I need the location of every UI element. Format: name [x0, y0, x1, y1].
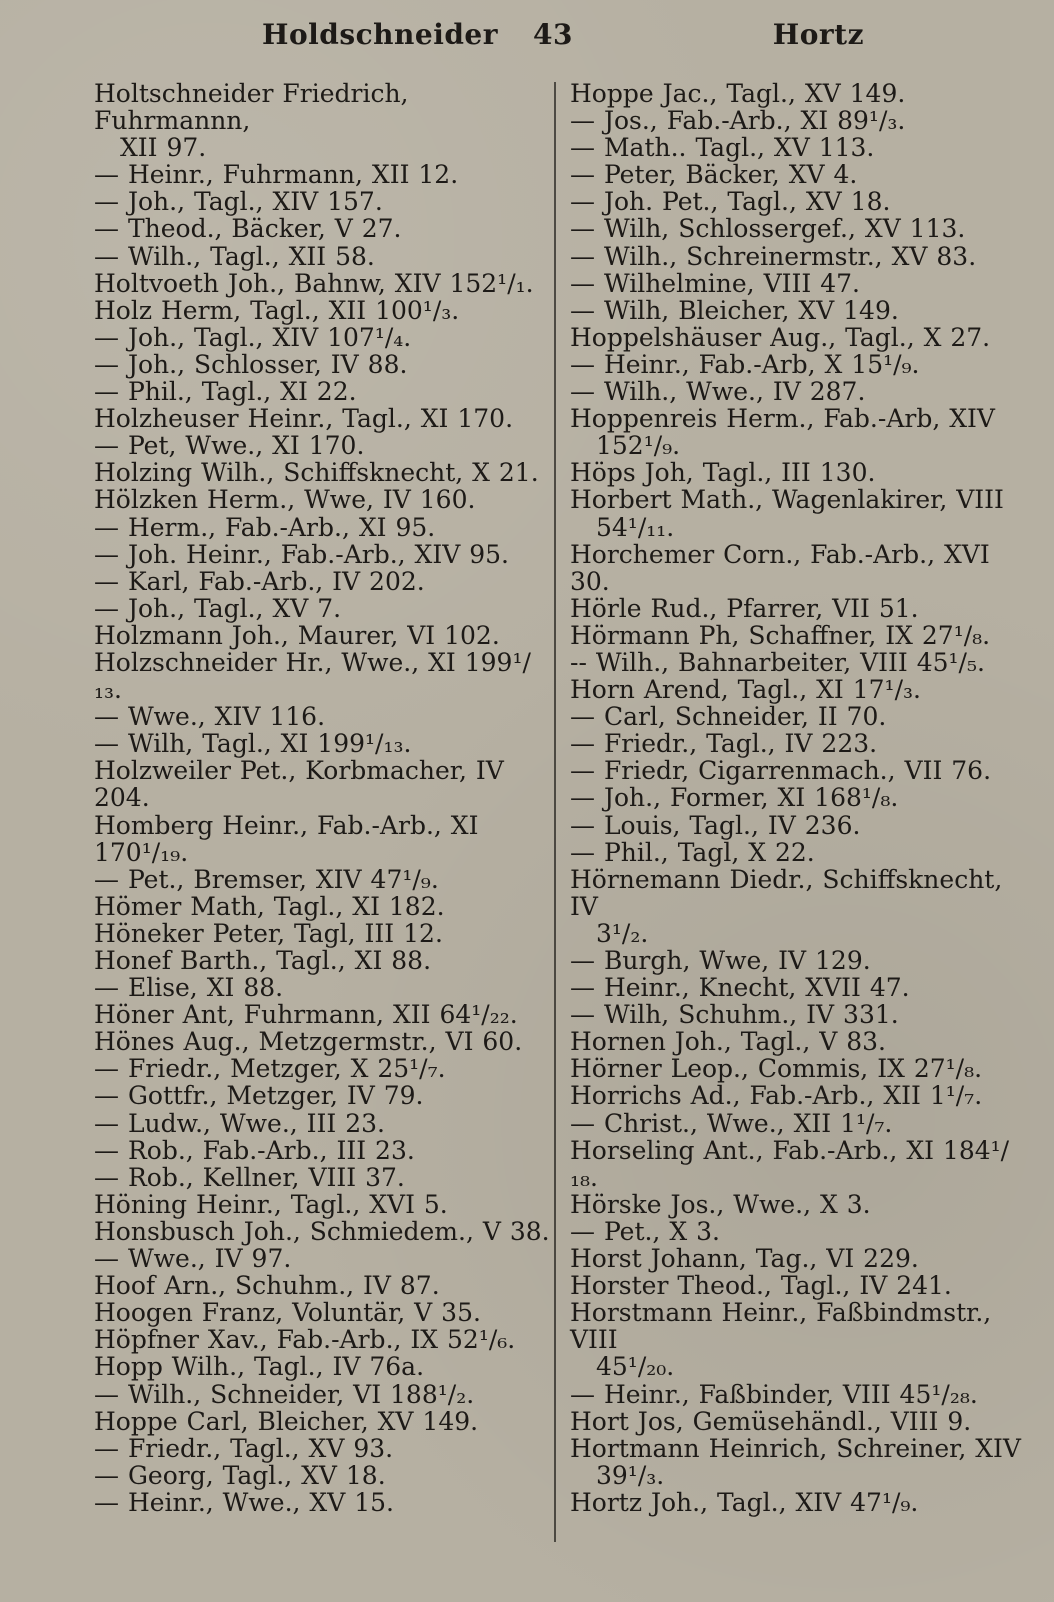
- right-line-39: Hörske Jos., Wwe., X 3.: [570, 1189, 871, 1219]
- right-line-42: Horster Theod., Tagl., IV 241.: [570, 1271, 952, 1301]
- left-line-31: Höner Ant, Fuhrmann, XII 64¹/₂₂.: [94, 1000, 518, 1030]
- right-line-3: — Math.. Tagl., XV 113.: [570, 133, 875, 163]
- left-line-38: Höning Heinr., Tagl., XVI 5.: [94, 1189, 448, 1219]
- left-line-7: Holtvoeth Joh., Bahnw, XIV 152¹/₁.: [94, 268, 534, 298]
- left-line-34: — Gottfr., Metzger, IV 79.: [94, 1081, 424, 1111]
- header-left-running-title: Holdschneider: [262, 18, 498, 51]
- right-line-35: Hörner Leop., Commis, IX 27¹/₈.: [570, 1054, 983, 1084]
- right-line-10: Hoppelshäuser Aug., Tagl., X 27.: [570, 322, 991, 352]
- right-column: [570, 80, 1026, 1516]
- left-line-33: — Friedr., Metzger, X 25¹/₇.: [94, 1054, 446, 1084]
- left-line-42: Hoogen Franz, Voluntär, V 35.: [94, 1298, 481, 1328]
- right-line-16: Horbert Math., Wagenlakirer, VIII: [570, 485, 1004, 515]
- right-line-21: -- Wilh., Bahnarbeiter, VIII 45¹/₅.: [570, 647, 985, 677]
- left-line-36: — Rob., Fab.-Arb., III 23.: [94, 1135, 415, 1165]
- right-line-6: — Wilh, Schlossergef., XV 113.: [570, 214, 966, 244]
- right-line-25: — Friedr, Cigarrenmach., VII 76.: [570, 756, 992, 786]
- right-line-27: — Louis, Tagl., IV 236.: [570, 810, 861, 840]
- right-line-8: — Wilhelmine, VIII 47.: [570, 268, 860, 298]
- left-line-24: Holzweiler Pet., Korbmacher, IV 204.: [94, 756, 504, 813]
- right-line-38: Horseling Ant., Fab.-Arb., XI 184¹/₁₈.: [570, 1135, 1010, 1192]
- left-line-8: Holz Herm, Tagl., XII 100¹/₃.: [94, 295, 460, 325]
- right-line-40: — Pet., X 3.: [570, 1216, 720, 1246]
- left-line-32: Hönes Aug., Metzgermstr., VI 60.: [94, 1027, 523, 1057]
- right-line-13: Hoppenreis Herm., Fab.-Arb, XIV: [570, 404, 995, 434]
- right-line-5: — Joh. Pet., Tagl., XV 18.: [570, 187, 891, 217]
- directory-columns: [94, 79, 1021, 1568]
- right-line-14: 152¹/₉.: [596, 431, 681, 461]
- left-line-19: — Joh., Tagl., XV 7.: [94, 593, 342, 623]
- left-line-30: — Elise, XI 88.: [94, 973, 284, 1003]
- right-line-49: Hortz Joh., Tagl., XIV 47¹/₉.: [570, 1487, 919, 1517]
- column-divider: [554, 82, 556, 1542]
- left-line-44: Hopp Wilh., Tagl., IV 76a.: [94, 1352, 425, 1382]
- header-right-running-title: Hortz: [772, 18, 864, 51]
- page-number: 43: [533, 18, 573, 51]
- right-line-45: — Heinr., Faßbinder, VIII 45¹/₂₈.: [570, 1379, 978, 1409]
- left-line-21: Holzschneider Hr., Wwe., XI 199¹/₁₃.: [94, 647, 531, 705]
- left-line-2: XII 97.: [120, 133, 207, 163]
- left-line-25: Homberg Heinr., Fab.-Arb., XI 170¹/₁₉.: [94, 810, 479, 867]
- right-line-26: — Joh., Former, XI 168¹/₈.: [570, 783, 899, 813]
- right-line-32: — Heinr., Knecht, XVII 47.: [570, 973, 910, 1003]
- right-line-2: — Jos., Fab.-Arb., XI 89¹/₃.: [570, 106, 906, 136]
- left-column: [94, 80, 550, 1516]
- left-line-18: — Karl, Fab.-Arb., IV 202.: [94, 566, 425, 596]
- right-line-7: — Wilh., Schreinermstr., XV 83.: [570, 241, 977, 271]
- left-line-49: — Heinr., Wwe., XV 15.: [94, 1487, 394, 1517]
- right-line-29: Hörnemann Diedr., Schiffsknecht, IV: [570, 864, 1003, 921]
- left-line-5: — Theod., Bäcker, V 27.: [94, 214, 402, 244]
- left-line-46: Hoppe Carl, Bleicher, XV 149.: [94, 1406, 479, 1436]
- left-line-3: — Heinr., Fuhrmann, XII 12.: [94, 160, 459, 190]
- page-header: [0, 14, 1054, 62]
- right-line-9: — Wilh, Bleicher, XV 149.: [570, 295, 899, 325]
- left-line-22: — Wwe., XIV 116.: [94, 702, 326, 732]
- left-line-43: Höpfner Xav., Fab.-Arb., IX 52¹/₆.: [94, 1325, 516, 1355]
- left-line-9: — Joh., Tagl., XIV 107¹/₄.: [94, 322, 412, 352]
- right-line-33: — Wilh, Schuhm., IV 331.: [570, 1000, 899, 1030]
- right-line-4: — Peter, Bäcker, XV 4.: [570, 160, 858, 190]
- right-line-1: Hoppe Jac., Tagl., XV 149.: [570, 79, 906, 108]
- right-line-18: Horchemer Corn., Fab.-Arb., XVI 30.: [570, 539, 990, 596]
- right-line-41: Horst Johann, Tag., VI 229.: [570, 1244, 919, 1274]
- left-line-12: Holzheuser Heinr., Tagl., XI 170.: [94, 404, 514, 434]
- right-line-48: 39¹/₃.: [596, 1460, 665, 1490]
- left-line-45: — Wilh., Schneider, VI 188¹/₂.: [94, 1379, 475, 1409]
- left-line-15: Hölzken Herm., Wwe, IV 160.: [94, 485, 476, 515]
- right-line-46: Hort Jos, Gemüsehändl., VIII 9.: [570, 1406, 972, 1436]
- right-line-47: Hortmann Heinrich, Schreiner, XIV: [570, 1433, 1021, 1463]
- right-line-44: 45¹/₂₀.: [596, 1352, 675, 1382]
- left-line-27: Hömer Math, Tagl., XI 182.: [94, 891, 445, 921]
- right-line-23: — Carl, Schneider, II 70.: [570, 702, 887, 732]
- right-line-34: Hornen Joh., Tagl., V 83.: [570, 1027, 886, 1057]
- right-line-43: Horstmann Heinr., Faßbindmstr., VIII: [570, 1298, 992, 1355]
- right-line-24: — Friedr., Tagl., IV 223.: [570, 729, 878, 759]
- left-line-26: — Pet., Bremser, XIV 47¹/₉.: [94, 864, 439, 894]
- right-line-37: — Christ., Wwe., XII 1¹/₇.: [570, 1108, 893, 1138]
- left-line-23: — Wilh, Tagl., XI 199¹/₁₃.: [94, 729, 412, 759]
- left-line-40: — Wwe., IV 97.: [94, 1244, 292, 1274]
- left-line-16: — Herm., Fab.-Arb., XI 95.: [94, 512, 436, 542]
- right-line-17: 54¹/₁₁.: [596, 512, 675, 542]
- left-line-41: Hoof Arn., Schuhm., IV 87.: [94, 1271, 440, 1301]
- left-line-39: Honsbusch Joh., Schmiedem., V 38.: [94, 1216, 550, 1246]
- left-line-48: — Georg, Tagl., XV 18.: [94, 1460, 386, 1490]
- left-line-6: — Wilh., Tagl., XII 58.: [94, 241, 375, 271]
- left-line-11: — Phil., Tagl., XI 22.: [94, 377, 357, 407]
- right-line-12: — Wilh., Wwe., IV 287.: [570, 377, 866, 407]
- left-line-47: — Friedr., Tagl., XV 93.: [94, 1433, 394, 1463]
- left-line-17: — Joh. Heinr., Fab.-Arb., XIV 95.: [94, 539, 509, 569]
- left-line-10: — Joh., Schlosser, IV 88.: [94, 349, 408, 379]
- right-line-28: — Phil., Tagl, X 22.: [570, 837, 815, 867]
- left-line-35: — Ludw., Wwe., III 23.: [94, 1108, 385, 1138]
- right-line-20: Hörmann Ph, Schaffner, IX 27¹/₈.: [570, 620, 991, 650]
- right-line-11: — Heinr., Fab.-Arb, X 15¹/₉.: [570, 349, 920, 379]
- right-line-15: Höps Joh, Tagl., III 130.: [570, 458, 876, 488]
- left-line-4: — Joh., Tagl., XIV 157.: [94, 187, 383, 217]
- left-line-13: — Pet, Wwe., XI 170.: [94, 431, 365, 461]
- right-line-19: Hörle Rud., Pfarrer, VII 51.: [570, 593, 919, 623]
- left-line-28: Höneker Peter, Tagl, III 12.: [94, 918, 443, 948]
- left-line-20: Holzmann Joh., Maurer, VI 102.: [94, 620, 500, 650]
- left-line-14: Holzing Wilh., Schiffsknecht, X 21.: [94, 458, 539, 488]
- right-line-36: Horrichs Ad., Fab.-Arb., XII 1¹/₇.: [570, 1081, 983, 1111]
- left-line-1: Holtschneider Friedrich, Fuhrmannn,: [94, 79, 409, 136]
- left-line-29: Honef Barth., Tagl., XI 88.: [94, 946, 432, 975]
- right-line-31: — Burgh, Wwe, IV 129.: [570, 946, 871, 975]
- right-line-22: Horn Arend, Tagl., XI 17¹/₃.: [570, 675, 921, 705]
- left-line-37: — Rob., Kellner, VIII 37.: [94, 1162, 405, 1192]
- right-line-30: 3¹/₂.: [596, 918, 649, 948]
